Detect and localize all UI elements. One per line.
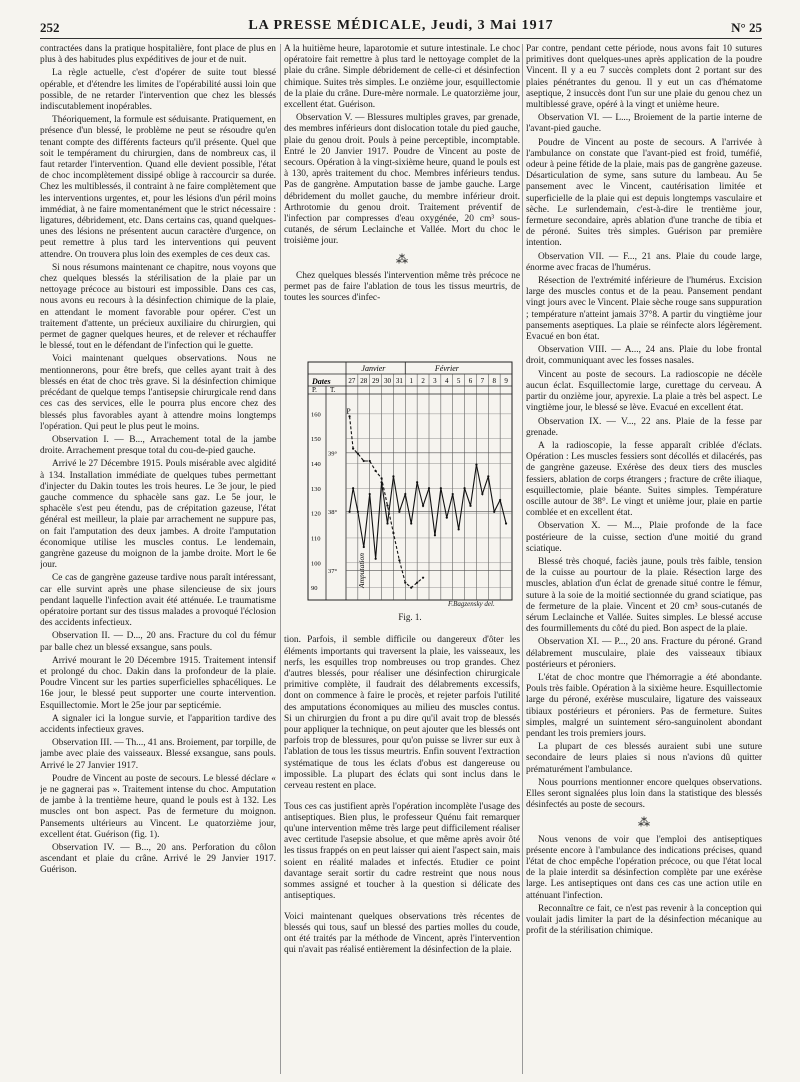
paragraph: La plupart de ces blessés auraient subi une suture secondaire de leurs plaies si nous n'avions dû quitter prématurément l'ambulance. [526, 742, 762, 775]
paragraph: Poudre de Vincent au poste de secours. A l'arrivée à l'ambulance on constate que l'avant-pied est froid, tuméfié, odeur à peine fétide de la plaie, mais pas de gangrène gazeuse. Désarticulation de syme, sans suture du lambeau. Au 5e pansement avec le Vincent, cautérisation limitée et superficielle de la plaie qui est depuis longtemps vasculaire et sèche. Le surlendemain, c'est-à-dire le trentième jour, fermeture secondaire, après ablation d'une tranche de tibia et de péroné. Suites très simples. Guérison par première intention. [526, 137, 762, 249]
paragraph: Voici maintenant quelques observations. Nous ne mentionnerons, pour être brefs, que celles ayant trait à des blessés en état de choc très grave. Si la désinfection chimique précédant de quelque temps l'antisepsie chirurgicale rend dans ces cas des services, elle le pourra plus encore chez des blessés plus favorables ayant à attendre moins longtemps l'opération. Qui peut le plus peut le moins. [40, 354, 276, 432]
pulse-point [357, 452, 359, 454]
observation-heading: Observation IV. — B..., 20 ans. Perforation du côlon ascendant et plaie du crâne. Arrivé le 29 Janvier 1917. Guérison. [40, 843, 276, 876]
observation-heading: Observation X. — M..., Plaie profonde de la face postérieure de la cuisse, section d'une moitié du grand sciatique. [526, 521, 762, 554]
column-2-top [284, 44, 520, 358]
date-tick-label: 30 [384, 377, 391, 385]
temperature-point [398, 511, 400, 513]
month-label-february: Février [434, 364, 459, 373]
pulse-tick-label: 110 [311, 535, 321, 543]
pulse-axis-label: P. [312, 386, 317, 394]
temp-tick-label: 39° [328, 450, 338, 458]
temperature-point [481, 493, 483, 495]
observation-heading: Observation I. — B..., Arrachement total de la jambe droite. Arrachement presque total du cou-de-pied gauche. [40, 434, 276, 457]
paragraph: A la huitième heure, laparotomie et suture intestinale. Le choc opératoire fait remettre à plus tard le nettoyage complet de la plaie du crâne. Simple débridement de celle-ci et désinfection chimique. Suites très simples. Le onzième jour, esquillectomie de la plaie du crâne. Dure-mère normale. Le quatorzième jour, excellent état. Guérison. [284, 44, 520, 111]
pulse-tick-label: 160 [311, 411, 321, 419]
pulse-point [422, 577, 424, 579]
paragraph: Théoriquement, la formule est séduisante. Pratiquement, en présence d'un blessé, le problème ne peut se résoudre qu'en tenant compte des différents facteurs qu'il présente. Quel que soit le tempérament du chirurgien, dans de nombreux cas, il faut retarder l'intervention. Quand elle devient possible, l'état de choc incomplètement dissipé oblige à raccourcir sa durée. Chez les multiblessés, il contraint à ne faire complètement que les interventions urgentes, et, pour les lésions d'un péril moins immédiat, à ne faire momentanément que le strict nécessaire : ligatures, débridement, etc. Dans certains cas, quand quelques-unes des lésions ne présentent aucun caractère d'urgence, on peut remettre à plus tard les interventions qui peuvent attendre. On trouvera plus loin des exemples de ces deux cas. [40, 115, 276, 260]
paragraph: Voici maintenant quelques observations très récentes de blessés qui tous, sauf un blessé des parties molles du coude, ont été traités par la méthode de Vincent, après l'intervention qui n'avait pas réalisé entièrement la désinfection de la plaie. [284, 911, 520, 956]
temperature-point [458, 528, 460, 530]
paragraph: La règle actuelle, c'est d'opérer de suite tout blessé opérable, et d'étendre les limites de l'opérabilité aussi loin que possible, de ne retarder l'intervention que chez les blessés indiscutablement inopérables. [40, 68, 276, 113]
temperature-point [380, 481, 382, 483]
pulse-tick-label: 100 [311, 560, 321, 568]
temperature-point [469, 505, 471, 507]
date-tick-label: 31 [395, 377, 403, 385]
pulse-point [375, 470, 377, 472]
temperature-point [363, 546, 365, 548]
pulse-tick-label: 120 [311, 510, 321, 518]
pulse-point [352, 448, 354, 450]
pulse-tick-label: 130 [311, 485, 321, 493]
paragraph: Nous pourrions mentionner encore quelques observations. Elles seront signalées plus loin dans la statistique des blessés désinfectés au poste de secours. [526, 777, 762, 811]
temperature-point [493, 511, 495, 513]
observation-heading: Observation VI. — L..., Broiement de la partie interne de l'avant-pied gauche. [526, 113, 762, 135]
date-tick-label: 27 [348, 377, 356, 385]
column-divider [522, 44, 523, 1074]
paragraph: tion. Parfois, il semble difficile ou dangereux d'ôter les éléments importants qui traversent la plaie, les vaisseaux, les nerfs, les esquilles trop nombreuses ou trop grandes. Chez d'autres blessés, pour réaliser une désinfection chirurgicale primitive complète, il faudrait des délabrements excessifs, dont on commence à faire le procès, et rejeter parfois l'utilité des amputations économiques au milieu des muscles contus. Si un chirurgien du front a pu dire qu'il avait trop de blessés pour appliquer la technique, on peut ajouter que les blessés ont parfois trop de blessures, pour qu'on puisse se livrer sur eux à l'ablation de tous les tissus meurtris. Enfin souvent l'extraction systématique de tous les éclats d'obus est dangereuse ou impossible. La plupart des éclats qui sont inclus dans le cerveau restent en place. [284, 635, 520, 792]
observation-heading: Observation VIII. — A..., 24 ans. Plaie du lobe frontal droit, communiquant avec les fosses nasales. [526, 345, 762, 367]
temperature-point [369, 493, 371, 495]
temperature-point [434, 534, 436, 536]
column-3 [526, 44, 762, 1074]
amputation-label: Amputation [356, 553, 366, 588]
date-tick-label: 3 [433, 377, 437, 385]
pulse-point [363, 460, 365, 462]
paragraph: Poudre de Vincent au poste de secours. Le blessé déclare « je ne gagnerai pas ». Traitement intense du choc. Amputation de jambe à la trentième heure, quand le pouls est à 132. Les muscles ont bon aspect. Pas de fermeture du moignon. Pansements ultérieurs au Vincent. Le quatorzième jour, excellent état. Guérison (fig. 1). [40, 773, 276, 840]
temperature-point [410, 522, 412, 524]
figure-caption: Fig. 1. [398, 612, 422, 622]
chart-svg [306, 360, 516, 604]
section-separator: ⁂ [638, 815, 650, 830]
paragraph: Ce cas de gangrène gazeuse tardive nous paraît intéressant, car elle survint après une phase silencieuse de six jours pendant laquelle l'infection avait été atténuée. Le traumatisme opératoire portant sur des tissus malades a provoqué l'éclosion des accidents infectieux. [40, 573, 276, 629]
date-tick-label: 1 [409, 377, 413, 385]
month-label-january: Janvier [361, 364, 386, 373]
temperature-point [348, 511, 350, 513]
page-number: 252 [40, 20, 60, 35]
observation-heading: Observation XI. — P..., 20 ans. Fracture du péroné. Grand délabrement musculaire, plaie des vaisseaux tibiaux postérieurs et péroniers. [526, 637, 762, 670]
date-tick-label: 29 [372, 377, 380, 385]
temperature-point [475, 464, 477, 466]
pulse-point [380, 477, 382, 479]
temperature-point [386, 522, 388, 524]
observation-heading: Observation V. — Blessures multiples graves, par grenade, des membres inférieurs dont dislocation totale du pied gauche, plaie du genou droit. Pouls à peine perceptible, incomptable. Entré le 20 Janvier 1917. Poudre de Vincent au poste de secours. Opération à la vingt-sixième heure, quand le pouls est à 130, après traitement du choc. Membres inférieurs tendus. Pas de gangrène. Amputation basse de jambe gauche. Large débridement du mollet gauche, du membre inférieur droit. Arthrotomie du genou droit. Traitement préventif de l'infection par compresses d'eau oxygénée, 20 cm³ sous-cutanés, de sérum Leclainche et Vallée. Mort du choc le troisième jour. [284, 113, 520, 247]
observation-heading: Observation III. — Th..., 41 ans. Broiement, par torpille, de jambe avec plaie des vaisseaux. Blessé exsangue, sans pouls. Arrivé le 27 Janvier 1917. [40, 738, 276, 771]
temperature-point [440, 487, 442, 489]
paragraph: Par contre, pendant cette période, nous avons fait 10 sutures primitives dont quelques-unes après application de la poudre Vincent. Il y a eu 7 succès complets dont 2 portant sur des plaies pénétrantes du genou. Il y eut un cas d'hématome aseptique, 2 insuccès dont l'un sur une plaie du genou chez un multiblessé grave, opéré à la vingt et unième heure. [526, 44, 762, 111]
temperature-pulse-chart [306, 360, 516, 616]
pulse-point [386, 505, 388, 507]
paragraph: Résection de l'extrémité inférieure de l'humérus. Excision large des muscles contus et de la peau. Pansement pendant vingt jours avec le Vincent. Plaie sèche rouge sans suppuration ; température n'atteint jamais 37°8. A partir du vingtième jour pansements aseptiques. La plaie se réinfecte alors légèrement. Evacué en bon état. [526, 276, 762, 343]
paragraph: A signaler ici la longue survie, et l'apparition tardive des accidents infectieux graves. [40, 713, 276, 735]
paragraph: A la radioscopie, la fesse apparaît criblée d'éclats. Opération : Les muscles fessiers sont décollés et dilacérés, pas de gangrène gazeuse. Exérèse des deux tiers des muscles fessiers, ablation de corps étrangers ; fracture de crête iliaque, esquillectomie, plaie béante. Suites simples. Température oscille autour de 38°. Le vingt et unième jour, plaie en partie comblée et en excellent état. [526, 440, 762, 519]
temperature-point [352, 487, 354, 489]
temperature-point [375, 558, 377, 560]
temperature-point [422, 505, 424, 507]
temperature-point [357, 511, 359, 513]
temperature-point [487, 475, 489, 477]
page-header [40, 16, 762, 36]
pulse-point [369, 460, 371, 462]
pulse-point [416, 582, 418, 584]
temp-tick-label: 37° [328, 568, 338, 576]
date-tick-label: 2 [421, 377, 425, 385]
paragraph: Vincent au poste de secours. La radioscopie ne décèle aucun éclat. Esquillectomie large, curettage du cerveau. A partir du onzième jour, apyrexie. La plaie a très bel aspect. Le vingtième jour, le blessé se lève. Evacué en excellent état. [526, 369, 762, 414]
temperature-point [392, 475, 394, 477]
pulse-point [392, 532, 394, 534]
figure-signature: F.Bagzensky del. [448, 600, 495, 608]
paragraph: Nous venons de voir que l'emploi des antiseptiques présente encore à l'ambulance des indications précises, quand l'état de choc empêche l'opération précoce, ou que l'état local de la plaie interdit sa désinfection complète par une exérèse large. Les antiseptiques ont dans ces cas une action utile en atténuant l'infection. [526, 834, 762, 901]
date-tick-label: 5 [456, 377, 461, 385]
temperature-point [416, 481, 418, 483]
paragraph: Si nous résumons maintenant ce chapitre, nous voyons que chez quelques blessés la stérilisation de la plaie par un nettoyage précoce au bistouri est impossible. Dans ces cas, nous avons eu recours à la désinfection chimique de la plaie, en attendant le moment favorable pour opérer. C'est un traitement d'attente, un précieux auxiliaire du chirurgien, qui permet de gagner quelques heures, et de relever et réchauffer le blessé, tout en le défendant de l'infection qui le guette. [40, 262, 276, 352]
temperature-point [404, 493, 406, 495]
temperature-point [428, 487, 430, 489]
paragraph: Blessé très choqué, faciès jaune, pouls très faible, tension de la cuisse au pourtour de la plaie. Résection large des muscles, ablation d'un éclat de grenade situé contre le fémur, suture à la soie de la moitié sectionnée du grand sciatique, pas de fermeture de la plaie. Vincent et 20 cm³ sous-cutanés de sérum Leclainche et Vallée. Suites simples. Le blessé accuse des fourmillements du côté du pied. Bon aspect de la plaie. [526, 556, 762, 635]
paragraph: contractées dans la pratique hospitalière, font place de plus en plus à des habitudes plus expéditives de jour et de nuit. [40, 44, 276, 66]
temperature-point [499, 499, 501, 501]
temperature-point [463, 487, 465, 489]
paragraph: Arrivé le 27 Décembre 1915. Pouls misérable avec algidité à 134. Installation immédiate de quelques tubes permettant d'injecter du Dakin toutes les trois heures. Le 3e jour, le pied gauche commence du sphacèle sans gaz. Le 5e jour, le sphacèle s'est peu étendu, pas de crépitation gazeuse, l'état général est meilleur, la plaie par arrachement ne suppure pas, on fait l'amputation des deux jambes. A droite l'amputation économique utilise les muscles contus. Le lendemain, gangrène gazeuse du moignon de la jambe droite. Mort le 6e jour. [40, 459, 276, 571]
observation-heading: Observation IX. — V..., 22 ans. Plaie de la fesse par grenade. [526, 416, 762, 438]
date-tick-label: 4 [445, 377, 449, 385]
paragraph: Chez quelques blessés l'intervention même très précoce ne permet pas de faire l'ablation de tous les tissus meurtris, de toutes les sources d'infec- [284, 270, 520, 304]
temp-axis-label: T. [330, 386, 336, 394]
pulse-point [398, 559, 400, 561]
pulse-tick-label: 150 [311, 436, 321, 444]
date-tick-label: 6 [468, 377, 473, 385]
column-divider [280, 44, 281, 1074]
journal-title: LA PRESSE MÉDICALE, Jeudi, 3 Mai 1917 [248, 18, 554, 33]
issue-number: N° 25 [731, 20, 762, 35]
temperature-point [446, 517, 448, 519]
column-2-bottom [284, 626, 520, 1074]
column-1 [40, 44, 276, 1074]
paragraph: Tous ces cas justifient après l'opération incomplète l'usage des antiseptiques. Bien plus, le professeur Quénu fait remarquer qu'une intervention même très large peut difficilement réaliser avec certitude l'asepsie absolue, et que même après avoir ôté les tissus frappés on en peut laisser qui aient l'aspect sain, mais soient en réalité malades et infectés. Etudier ce point davantage serait sortir du cadre restreint que nous nous sommes assigné et toucher à la question si délicate des antiseptiques. [284, 801, 520, 902]
date-tick-label: 9 [504, 377, 508, 385]
pulse-tick-label: 140 [311, 460, 321, 468]
pulse-point [410, 586, 412, 588]
paragraph: L'état de choc montre que l'hémorragie a été abondante. Pouls très faible. Opération à la sixième heure. Esquillectomie large du péroné, exérèse musculaire, ligature des vaisseaux tibiaux postérieurs et péroniers. Pas de fermeture. Suites simples, malgré un suintement séro-sanguinolent abondant pendant les trois premiers jours. [526, 672, 762, 739]
observation-heading: Observation II. — D..., 20 ans. Fracture du col du fémur par balle chez un blessé exsangue, sans pouls. [40, 631, 276, 653]
date-tick-label: 7 [480, 377, 485, 385]
temperature-point [505, 522, 507, 524]
pulse-tick-label: 90 [311, 585, 318, 593]
header-rule [40, 38, 762, 39]
chart-frame [308, 362, 512, 600]
pulse-marker-label: P [346, 406, 351, 416]
observation-heading: Observation VII. — F..., 21 ans. Plaie du coude large, énorme avec fracas de l'humérus. [526, 251, 762, 273]
section-separator: ⁂ [396, 251, 408, 266]
date-tick-label: 28 [360, 377, 368, 385]
paragraph: Reconnaître ce fait, ce n'est pas revenir à la conception qui voulait jadis limiter la part de la désinfection mécanique au profit de la stérilisation chimique. [526, 903, 762, 937]
pulse-point [348, 415, 350, 417]
dates-label: Dates [312, 377, 331, 386]
temp-tick-label: 38° [328, 509, 338, 517]
pulse-point [404, 582, 406, 584]
paragraph: Arrivé mourant le 20 Décembre 1915. Traitement intensif et prolongé du choc. Dakin dans la profondeur de la plaie. Poudre Vincent sur les parties superficielles sphacéliques. Le 16e jour, le blessé peut supporter une courte intervention. Esquillectomie. Mort le 25e jour par septicémie. [40, 655, 276, 711]
temperature-point [452, 493, 454, 495]
date-tick-label: 8 [492, 377, 496, 385]
